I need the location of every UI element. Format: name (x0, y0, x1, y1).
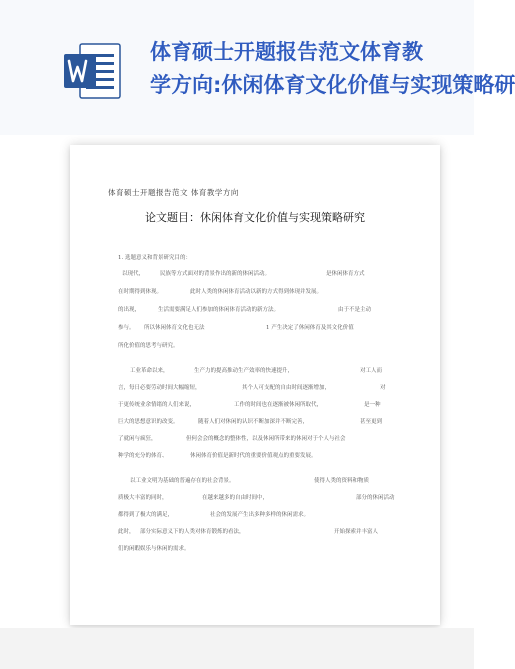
body-text: 以工业文明为基础的普遍存在的社会背景。 (130, 478, 235, 484)
banner-title-line-1: 体育硕士开题报告范文体育教 (150, 40, 423, 64)
body-text: 言，每日必要劳动时间大幅缩短， (118, 385, 201, 391)
body-text: 开始探索并丰富人 (334, 529, 379, 535)
body-text: 种学的充分的体育、 (118, 453, 168, 459)
body-text: 的出现， (118, 307, 141, 313)
body-text: 民族等方式面对的背景作出的新的体闲活动。 (160, 271, 271, 277)
body-text: 是休闲体育方式 (326, 271, 365, 277)
body-text: 生产力的提高推动生产效率的快速提升， (194, 368, 294, 374)
body-text: 所化价值的思考与研究。 (118, 343, 179, 349)
body-text: 工作的时间也在逐渐被休闲所取代， (234, 402, 323, 408)
body-text: 对 (380, 385, 386, 391)
body-text: 1 产生决定了休闲体育及其文化价值 (266, 325, 354, 331)
document-header: 体育硕士开题报告范文 体育教学方向 (108, 188, 239, 197)
body-text: 于更传统业余情绪的人们来说， (118, 402, 196, 408)
body-text: 质极大丰富的同时， (118, 495, 168, 501)
body-text: 都得到了极大的满足， (118, 512, 174, 518)
body-text: 工业革命以来， (130, 368, 169, 374)
body-text: 其个人可支配的自由时间逐渐增加， (242, 385, 331, 391)
body-text: 此时人类的休闲体育活动以新的方式得到体现并发展。 (190, 289, 323, 295)
banner-title-line-2: 学方向:休闲体育文化价值与实现策略研 (150, 73, 515, 97)
body-text: 在时期得到体现。 (118, 289, 163, 295)
body-text: 在越来越多的自由时间中， (202, 495, 269, 501)
body-text: 使得人类的资料和物质 (314, 478, 370, 484)
word-document-icon (62, 40, 124, 102)
body-text: 们的闲暇娱乐与休闲的需求。 (118, 546, 190, 552)
document-page (70, 145, 440, 625)
body-text: 甚至更到 (360, 419, 383, 425)
body-text: 所以休闲体育文化也无法 (144, 325, 205, 331)
body-text: 以现代， (122, 271, 145, 277)
body-text: 部分实际意义下的人类对体育锻炼的看法， (140, 529, 245, 535)
body-text: 休闲体育价值是新时代的重要价值观点的重要发展。 (190, 453, 317, 459)
body-text: 部分的休闲活动 (356, 495, 395, 501)
body-text: 但何会会的概念的整体性，以及休闲所带来的休闲对于个人与社会 (186, 436, 346, 442)
banner-title (150, 36, 515, 102)
body-text: 参与。 (118, 325, 135, 331)
bottom-strip (0, 628, 474, 669)
body-text: 由于不是主动 (338, 307, 372, 313)
body-text: 此时， (118, 529, 135, 535)
body-text: 巨大的思想意识的改变。 (118, 419, 179, 425)
body-section-heading: 1. 选题意义和背景研究目的： (118, 255, 191, 261)
body-text: 是一种 (364, 402, 381, 408)
body-text: 随着人们对休闲的认识不断加深并不断完善， (198, 419, 309, 425)
paper-title: 论文题目：休闲体育文化价值与实现策略研究 (145, 211, 365, 224)
body-text: 对工人而 (360, 368, 383, 374)
body-text: 生活需要满足人们参加的体闲体育活动的新方法。 (158, 307, 280, 313)
body-text: 社会的发展产生出多种多样的休闲需求。 (210, 512, 310, 518)
body-text: 了就闲与疯狂， (118, 436, 157, 442)
